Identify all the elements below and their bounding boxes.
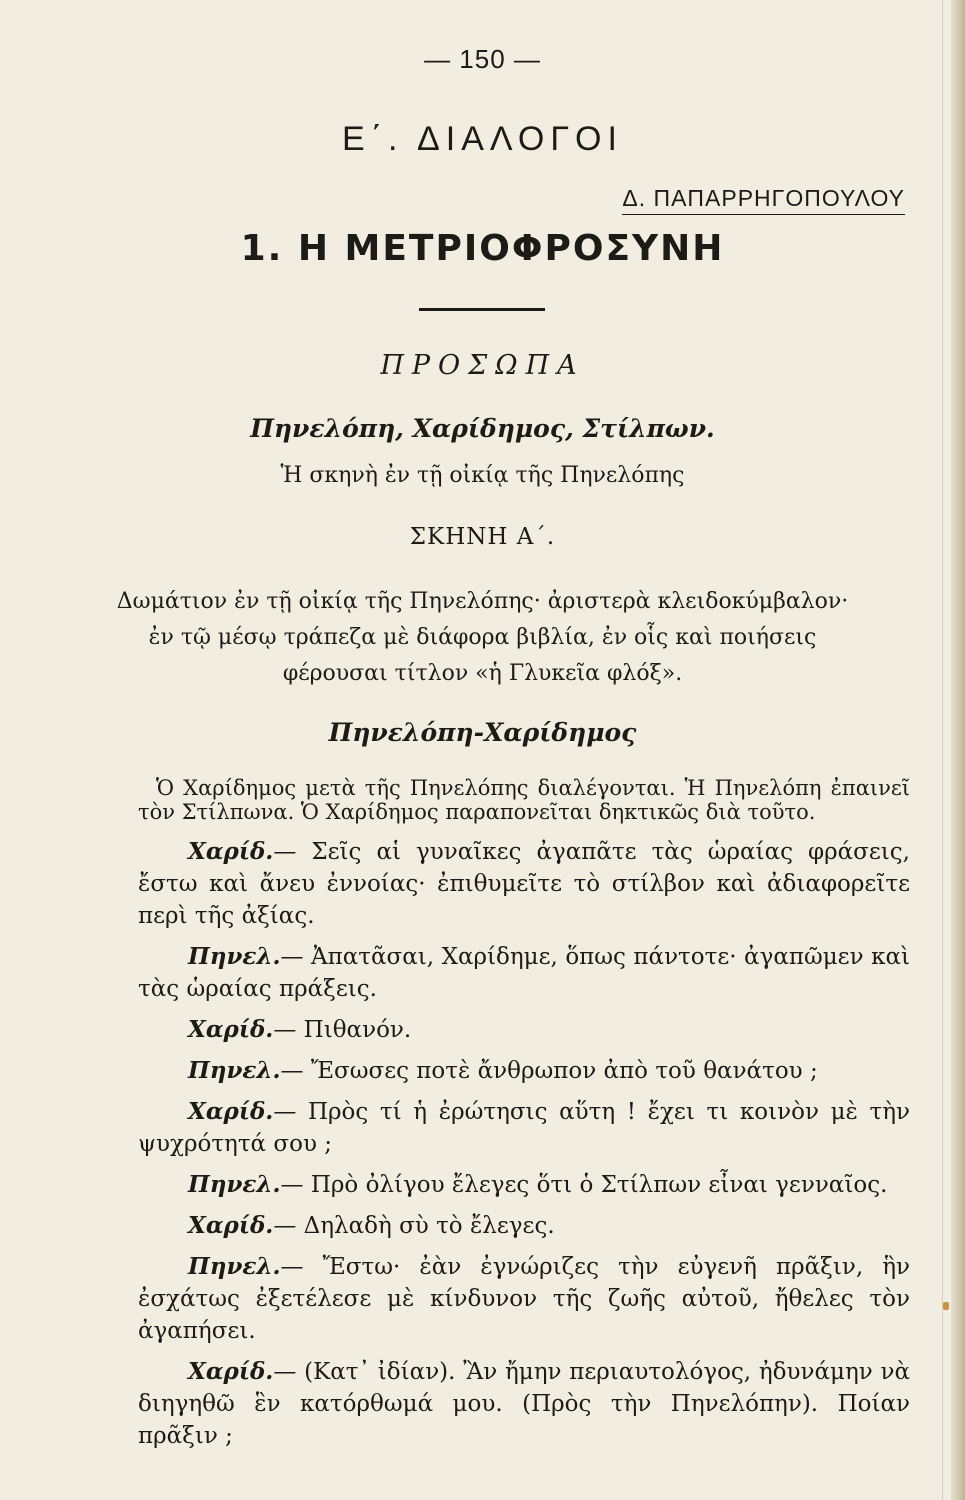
speaker-name: Χαρίδ. xyxy=(188,1212,274,1239)
speech-text: — Πρὸ ὀλίγου ἔλεγες ὅτι ὁ Στίλπων εἶναι γενναῖος. xyxy=(280,1172,888,1198)
speaker-name: Χαρίδ. xyxy=(188,1358,274,1385)
speaker-name: Χαρίδ. xyxy=(188,1016,274,1043)
speech-text: — Δηλαδὴ σὺ τὸ ἔλεγες. xyxy=(273,1213,555,1239)
dialogue-line xyxy=(138,1356,910,1452)
speaker-name: Πηνελ. xyxy=(188,1057,281,1084)
speech-text: — Πιθανόν. xyxy=(273,1017,412,1043)
title-divider xyxy=(419,308,545,311)
speech-text: — Ἔσωσες ποτὲ ἄνθρωπον ἀπὸ τοῦ θανάτου ; xyxy=(280,1058,818,1084)
speech-text: — Πρὸς τί ἡ ἐρώτησις αὕτη ! ἔχει τι κοινὸν μὲ τὴν ψυχρότητά σου ; xyxy=(138,1099,910,1157)
piece-title: 1. Η ΜΕΤΡΙΟΦΡΟΣΥΝΗ xyxy=(240,228,725,269)
dialogue-line xyxy=(138,836,910,932)
page-edge-line xyxy=(942,0,943,1500)
paper-stain xyxy=(943,1302,949,1310)
dialogue-line xyxy=(138,1055,910,1087)
speaker-name: Πηνελ. xyxy=(188,943,281,970)
stage-direction-line: φέρουσαι τίτλον «ἡ Γλυκεῖα φλόξ». xyxy=(282,661,683,686)
dialogue-line xyxy=(138,1169,910,1201)
speaker-name: Πηνελ. xyxy=(188,1171,281,1198)
dialogue-line xyxy=(138,1251,910,1347)
section-title: Ε΄. ΔΙΑΛΟΓΟΙ xyxy=(342,120,623,158)
dialogue-line xyxy=(138,1096,910,1160)
page-number: — 150 — xyxy=(424,44,541,74)
speaker-name: Χαρίδ. xyxy=(188,838,274,865)
dialogue-line xyxy=(138,1210,910,1242)
author-name: Δ. ΠΑΠΑΡΡΗΓΟΠΟΥΛΟΥ xyxy=(622,185,905,215)
dialogue-body xyxy=(138,776,910,1461)
speaker-name: Πηνελ. xyxy=(188,1253,281,1280)
persons-list: Πηνελόπη, Χαρίδημος, Στίλπων. xyxy=(250,414,715,443)
book-spine-shadow xyxy=(951,0,965,1500)
speech-text: — Σεῖς αἱ γυναῖκες ἀγαπᾶτε τὰς ὡραίας φράσεις, ἔστω καὶ ἄνευ ἐννοίας· ἐπιθυμεῖτε τὸ στίλβον καὶ ἀδιαφορεῖτε περὶ τῆς ἀξίας. xyxy=(138,839,910,929)
stage-directions xyxy=(0,584,965,692)
scene-summary: Ὁ Χαρίδημος μετὰ τῆς Πηνελόπης διαλέγονται. Ἡ Πηνελόπη ἐπαινεῖ τὸν Στίλπωνα. Ὁ Χαρίδημος παραπονεῖται δηκτικῶς διὰ τοῦτο. xyxy=(138,776,910,824)
scene-note: Ἡ σκηνὴ ἐν τῇ οἰκίᾳ τῆς Πηνελόπης xyxy=(280,463,685,488)
speaker-name: Χαρίδ. xyxy=(188,1098,274,1125)
dialogue-line xyxy=(138,941,910,1005)
scene-heading: ΣΚΗΝΗ Α΄. xyxy=(409,524,556,550)
dialogue-line xyxy=(138,1014,910,1046)
speech-text: — Ἔστω· ἐὰν ἐγνώριζες τὴν εὐγενῆ πρᾶξιν, ἣν ἐσχάτως ἐξετέλεσε μὲ κίνδυνον τῆς ζωῆς αὐτοῦ, ἤθελες τὸν ἀγαπήσει. xyxy=(138,1254,910,1344)
stage-direction-line: ἐν τῷ μέσῳ τράπεζα μὲ διάφορα βιβλία, ἐν οἷς καὶ ποιήσεις xyxy=(148,625,817,650)
speech-text: — Ἀπατᾶσαι, Χαρίδημε, ὅπως πάντοτε· ἀγαπῶμεν καὶ τὰς ὡραίας πράξεις. xyxy=(138,944,910,1002)
persons-heading: ΠΡΟΣΩΠΑ xyxy=(380,350,585,381)
stage-direction-line: Δωμάτιον ἐν τῇ οἰκίᾳ τῆς Πηνελόπης· ἀριστερὰ κλειδοκύμβαλον· xyxy=(116,589,849,614)
speech-text: — (Κατ᾽ ἰδίαν). Ἂν ἤμην περιαυτολόγος, ἠδυνάμην νὰ διηγηθῶ ἓν κατόρθωμά μου. (Πρὸς τὴν Πηνελόπην). Ποίαν πρᾶξιν ; xyxy=(138,1359,910,1449)
scene-participants: Πηνελόπη-Χαρίδημος xyxy=(328,718,637,747)
